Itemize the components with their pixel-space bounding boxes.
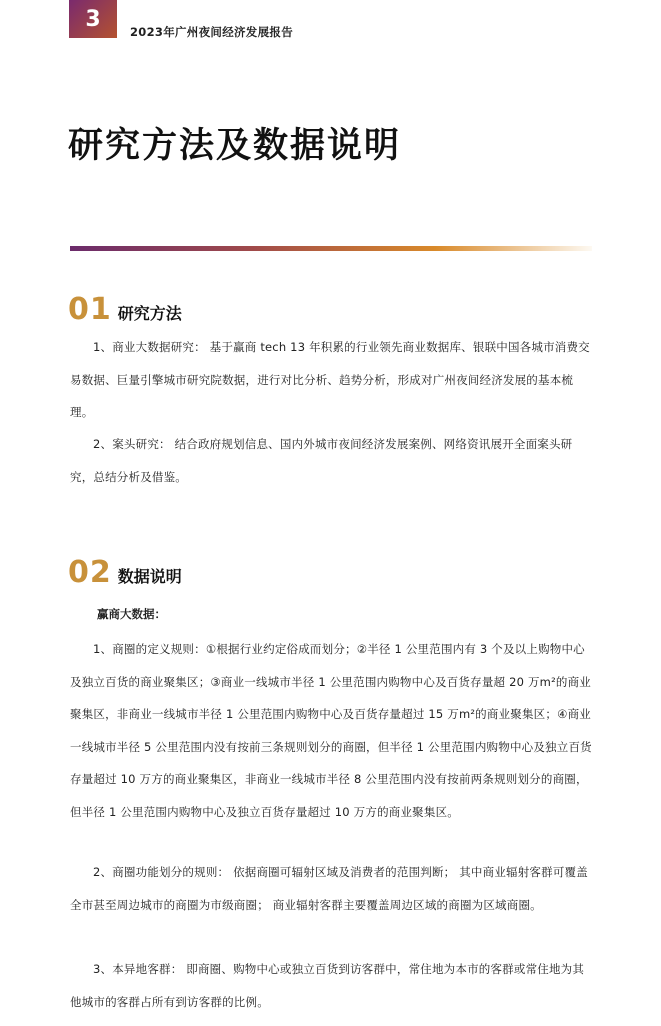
report-name: 2023年广州夜间经济发展报告 — [130, 25, 294, 39]
paragraph: 2、案头研究： 结合政府规划信息、国内外城市夜间经济发展案例、网络资讯展开全面案头研究，总结分析及借鉴。 — [70, 437, 573, 484]
page-title: 研究方法及数据说明 — [68, 126, 402, 166]
section-heading-methods — [68, 292, 182, 327]
paragraph: 1、商业大数据研究： 基于赢商 tech 13 年积累的行业领先商业数据库、银联中国各城市消费交易数据、巨量引擎城市研究院数据，进行对比分析、趋势分析，形成对广州夜间经济发展的基本梳理。 — [70, 340, 590, 419]
section-label: 研究方法 — [117, 304, 182, 323]
section-heading-data — [68, 555, 182, 590]
section-label: 数据说明 — [117, 567, 182, 586]
paragraph: 1、商圈的定义规则：①根据行业约定俗成而划分；②半径 1 公里范围内有 3 个及以上购物中心及独立百货的商业聚集区；③商业一线城市半径 1 公里范围内购物中心及百货存量超 20 万m²的商业聚集区，非商业一线城市半径 1 公里范围内购物中心及百货存量超过 15 万m²的商业聚集区；④商业一线城市半径 5 公里范围内没有按前三条规则划分的商圈，但半径 1 公里范围内购物中心及独立百货存量超过 10 万方的商业聚集区，非商业一线城市半径 8 公里范围内没有按前两条规则划分的商圈，但半径 1 公里范围内购物中心及独立百货存量超过 10 万方的商业聚集区。 — [70, 642, 592, 819]
paragraph: 3、本异地客群： 即商圈、购物中心或独立百货到访客群中，常住地为本市的客群或常住地为其他城市的客群占所有到访客群的比例。 — [70, 962, 585, 1009]
section-number: 01 — [68, 292, 112, 327]
paragraph: 2、商圈功能划分的规则： 依据商圈可辐射区域及消费者的范围判断； 其中商业辐射客群可覆盖全市甚至周边城市的商圈为市级商圈； 商业辐射客群主要覆盖周边区域的商圈为区域商圈。 — [70, 865, 588, 912]
subheading: 赢商大数据： — [97, 607, 166, 621]
section-number: 02 — [68, 555, 112, 590]
page-number-badge: 3 — [69, 0, 117, 38]
title-divider — [70, 246, 592, 251]
